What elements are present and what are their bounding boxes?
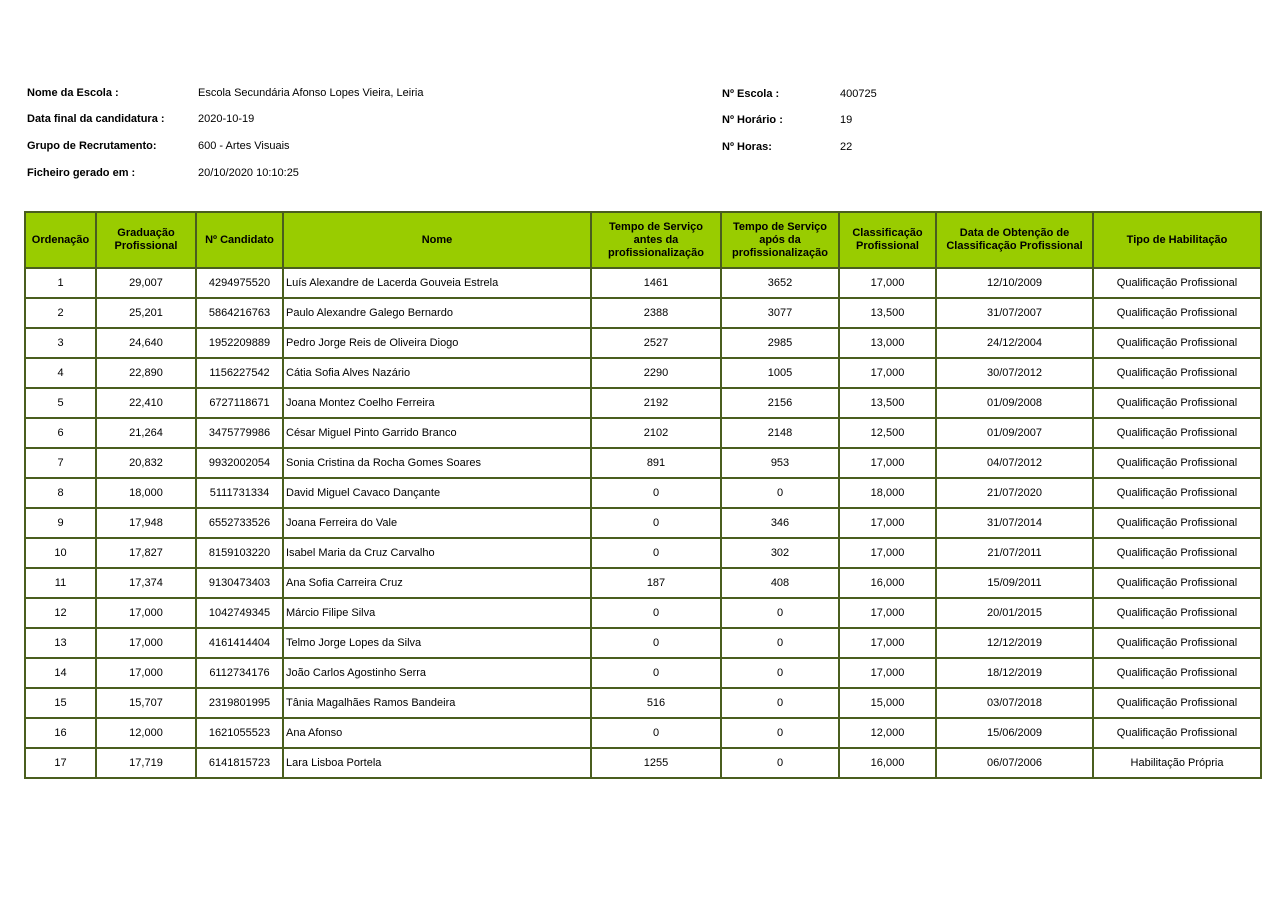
service-before-cell: 187 <box>591 568 721 598</box>
candidate-number-cell: 9130473403 <box>196 568 283 598</box>
candidate-number-cell: 1952209889 <box>196 328 283 358</box>
candidate-number-cell: 1042749345 <box>196 598 283 628</box>
service-after-cell: 2148 <box>721 418 839 448</box>
name-cell: Luís Alexandre de Lacerda Gouveia Estrela <box>283 268 591 298</box>
graduation-cell: 15,707 <box>96 688 196 718</box>
recruitment-group-value: 600 - Artes Visuais <box>198 140 290 152</box>
schedule-number-label: Nº Horário : <box>722 114 783 126</box>
name-cell: Ana Afonso <box>283 718 591 748</box>
ordering-cell: 9 <box>25 508 96 538</box>
table-row <box>25 688 1261 718</box>
classification-date-cell: 04/07/2012 <box>936 448 1093 478</box>
ordering-cell: 10 <box>25 538 96 568</box>
table-row <box>25 718 1261 748</box>
classification-date-cell: 21/07/2020 <box>936 478 1093 508</box>
ordering-cell: 14 <box>25 658 96 688</box>
deadline-value: 2020-10-19 <box>198 113 255 125</box>
classification-cell: 17,000 <box>839 658 936 688</box>
qualification-type-cell: Qualificação Profissional <box>1093 358 1261 388</box>
ordering-cell: 4 <box>25 358 96 388</box>
graduation-cell: 12,000 <box>96 718 196 748</box>
column-header-professional-classification: Classificação Profissional <box>839 212 936 268</box>
service-before-cell: 0 <box>591 718 721 748</box>
classification-cell: 17,000 <box>839 268 936 298</box>
graduation-cell: 20,832 <box>96 448 196 478</box>
graduation-cell: 17,948 <box>96 508 196 538</box>
service-before-cell: 1461 <box>591 268 721 298</box>
service-before-cell: 0 <box>591 598 721 628</box>
service-after-cell: 2156 <box>721 388 839 418</box>
table-row <box>25 478 1261 508</box>
classification-date-cell: 24/12/2004 <box>936 328 1093 358</box>
hours-label: Nº Horas: <box>722 141 772 153</box>
service-after-cell: 0 <box>721 658 839 688</box>
service-before-cell: 2102 <box>591 418 721 448</box>
classification-cell: 13,500 <box>839 298 936 328</box>
name-cell: Pedro Jorge Reis de Oliveira Diogo <box>283 328 591 358</box>
name-cell: João Carlos Agostinho Serra <box>283 658 591 688</box>
service-after-cell: 3652 <box>721 268 839 298</box>
name-cell: Lara Lisboa Portela <box>283 748 591 778</box>
service-after-cell: 0 <box>721 748 839 778</box>
table-row <box>25 568 1261 598</box>
ordering-cell: 1 <box>25 268 96 298</box>
classification-cell: 17,000 <box>839 598 936 628</box>
ordering-cell: 13 <box>25 628 96 658</box>
service-before-cell: 0 <box>591 478 721 508</box>
service-before-cell: 2388 <box>591 298 721 328</box>
service-before-cell: 891 <box>591 448 721 478</box>
name-cell: César Miguel Pinto Garrido Branco <box>283 418 591 448</box>
candidate-number-cell: 6141815723 <box>196 748 283 778</box>
table-row <box>25 298 1261 328</box>
ordering-cell: 8 <box>25 478 96 508</box>
qualification-type-cell: Qualificação Profissional <box>1093 418 1261 448</box>
hours-value: 22 <box>840 141 853 153</box>
candidate-number-cell: 3475779986 <box>196 418 283 448</box>
graduation-cell: 25,201 <box>96 298 196 328</box>
service-after-cell: 346 <box>721 508 839 538</box>
qualification-type-cell: Qualificação Profissional <box>1093 388 1261 418</box>
classification-date-cell: 31/07/2014 <box>936 508 1093 538</box>
name-cell: Joana Montez Coelho Ferreira <box>283 388 591 418</box>
graduation-cell: 17,827 <box>96 538 196 568</box>
qualification-type-cell: Qualificação Profissional <box>1093 568 1261 598</box>
classification-cell: 13,500 <box>839 388 936 418</box>
table-row <box>25 268 1261 298</box>
schedule-number-value: 19 <box>840 114 853 126</box>
service-before-cell: 516 <box>591 688 721 718</box>
candidate-number-cell: 6727118671 <box>196 388 283 418</box>
classification-date-cell: 15/09/2011 <box>936 568 1093 598</box>
classification-cell: 12,500 <box>839 418 936 448</box>
qualification-type-cell: Qualificação Profissional <box>1093 448 1261 478</box>
graduation-cell: 29,007 <box>96 268 196 298</box>
candidate-number-cell: 6552733526 <box>196 508 283 538</box>
school-number-value: 400725 <box>840 88 877 100</box>
ordering-cell: 15 <box>25 688 96 718</box>
table-row <box>25 628 1261 658</box>
classification-date-cell: 18/12/2019 <box>936 658 1093 688</box>
column-header-professional-graduation: Graduação Profissional <box>96 212 196 268</box>
qualification-type-cell: Qualificação Profissional <box>1093 628 1261 658</box>
classification-date-cell: 03/07/2018 <box>936 688 1093 718</box>
name-cell: Telmo Jorge Lopes da Silva <box>283 628 591 658</box>
qualification-type-cell: Qualificação Profissional <box>1093 268 1261 298</box>
recruitment-group-label: Grupo de Recrutamento: <box>27 140 157 152</box>
candidate-number-cell: 1156227542 <box>196 358 283 388</box>
candidate-number-cell: 6112734176 <box>196 658 283 688</box>
service-after-cell: 0 <box>721 688 839 718</box>
classification-cell: 16,000 <box>839 568 936 598</box>
column-header-name: Nome <box>283 212 591 268</box>
classification-cell: 17,000 <box>839 508 936 538</box>
column-header-service-before: Tempo de Serviço antes da profissionalização <box>591 212 721 268</box>
ordering-cell: 6 <box>25 418 96 448</box>
qualification-type-cell: Qualificação Profissional <box>1093 298 1261 328</box>
service-after-cell: 2985 <box>721 328 839 358</box>
generated-at-value: 20/10/2020 10:10:25 <box>198 167 299 179</box>
qualification-type-cell: Qualificação Profissional <box>1093 478 1261 508</box>
ordering-cell: 7 <box>25 448 96 478</box>
table-row <box>25 598 1261 628</box>
service-after-cell: 0 <box>721 718 839 748</box>
classification-cell: 16,000 <box>839 748 936 778</box>
name-cell: Márcio Filipe Silva <box>283 598 591 628</box>
classification-cell: 12,000 <box>839 718 936 748</box>
classification-cell: 13,000 <box>839 328 936 358</box>
service-before-cell: 0 <box>591 628 721 658</box>
table-row <box>25 658 1261 688</box>
graduation-cell: 17,000 <box>96 658 196 688</box>
classification-date-cell: 31/07/2007 <box>936 298 1093 328</box>
classification-date-cell: 20/01/2015 <box>936 598 1093 628</box>
generated-at-label: Ficheiro gerado em : <box>27 167 136 179</box>
classification-date-cell: 01/09/2007 <box>936 418 1093 448</box>
name-cell: Sonia Cristina da Rocha Gomes Soares <box>283 448 591 478</box>
service-before-cell: 0 <box>591 538 721 568</box>
column-header-ordering: Ordenação <box>25 212 96 268</box>
classification-cell: 17,000 <box>839 628 936 658</box>
table-row <box>25 328 1261 358</box>
column-header-service-after: Tempo de Serviço após da profissionalização <box>721 212 839 268</box>
candidate-number-cell: 4161414404 <box>196 628 283 658</box>
candidate-number-cell: 4294975520 <box>196 268 283 298</box>
qualification-type-cell: Qualificação Profissional <box>1093 508 1261 538</box>
service-after-cell: 0 <box>721 478 839 508</box>
classification-cell: 15,000 <box>839 688 936 718</box>
ordering-cell: 12 <box>25 598 96 628</box>
graduation-cell: 17,719 <box>96 748 196 778</box>
graduation-cell: 22,410 <box>96 388 196 418</box>
service-before-cell: 1255 <box>591 748 721 778</box>
classification-date-cell: 12/12/2019 <box>936 628 1093 658</box>
service-after-cell: 408 <box>721 568 839 598</box>
classification-cell: 17,000 <box>839 448 936 478</box>
classification-cell: 18,000 <box>839 478 936 508</box>
service-before-cell: 2192 <box>591 388 721 418</box>
name-cell: Joana Ferreira do Vale <box>283 508 591 538</box>
ordering-cell: 11 <box>25 568 96 598</box>
qualification-type-cell: Qualificação Profissional <box>1093 598 1261 628</box>
school-name-label: Nome da Escola : <box>27 87 119 99</box>
name-cell: David Miguel Cavaco Dançante <box>283 478 591 508</box>
graduation-cell: 21,264 <box>96 418 196 448</box>
classification-date-cell: 15/06/2009 <box>936 718 1093 748</box>
name-cell: Tânia Magalhães Ramos Bandeira <box>283 688 591 718</box>
candidate-number-cell: 2319801995 <box>196 688 283 718</box>
candidate-number-cell: 5111731334 <box>196 478 283 508</box>
qualification-type-cell: Qualificação Profissional <box>1093 538 1261 568</box>
service-after-cell: 3077 <box>721 298 839 328</box>
table-row <box>25 448 1261 478</box>
classification-date-cell: 06/07/2006 <box>936 748 1093 778</box>
classification-cell: 17,000 <box>839 358 936 388</box>
graduation-cell: 17,000 <box>96 628 196 658</box>
table-header-row <box>25 212 1261 268</box>
ordering-cell: 2 <box>25 298 96 328</box>
service-before-cell: 0 <box>591 508 721 538</box>
name-cell: Paulo Alexandre Galego Bernardo <box>283 298 591 328</box>
ordering-cell: 3 <box>25 328 96 358</box>
classification-date-cell: 21/07/2011 <box>936 538 1093 568</box>
graduation-cell: 18,000 <box>96 478 196 508</box>
table-row <box>25 418 1261 448</box>
column-header-classification-date: Data de Obtenção de Classificação Profissional <box>936 212 1093 268</box>
candidate-number-cell: 5864216763 <box>196 298 283 328</box>
service-after-cell: 0 <box>721 598 839 628</box>
name-cell: Isabel Maria da Cruz Carvalho <box>283 538 591 568</box>
classification-date-cell: 01/09/2008 <box>936 388 1093 418</box>
ordering-cell: 17 <box>25 748 96 778</box>
service-before-cell: 2527 <box>591 328 721 358</box>
service-after-cell: 953 <box>721 448 839 478</box>
graduation-cell: 17,374 <box>96 568 196 598</box>
service-before-cell: 2290 <box>591 358 721 388</box>
service-after-cell: 1005 <box>721 358 839 388</box>
deadline-label: Data final da candidatura : <box>27 113 165 125</box>
graduation-cell: 22,890 <box>96 358 196 388</box>
table-row <box>25 748 1261 778</box>
qualification-type-cell: Qualificação Profissional <box>1093 658 1261 688</box>
classification-cell: 17,000 <box>839 538 936 568</box>
classification-date-cell: 30/07/2012 <box>936 358 1093 388</box>
qualification-type-cell: Qualificação Profissional <box>1093 718 1261 748</box>
candidate-number-cell: 8159103220 <box>196 538 283 568</box>
table-row <box>25 388 1261 418</box>
service-after-cell: 0 <box>721 628 839 658</box>
school-name-value: Escola Secundária Afonso Lopes Vieira, Leiria <box>198 87 424 99</box>
table-row <box>25 358 1261 388</box>
ordering-cell: 16 <box>25 718 96 748</box>
service-after-cell: 302 <box>721 538 839 568</box>
column-header-candidate-number: Nº Candidato <box>196 212 283 268</box>
graduation-cell: 24,640 <box>96 328 196 358</box>
table-row <box>25 538 1261 568</box>
qualification-type-cell: Qualificação Profissional <box>1093 688 1261 718</box>
ordering-cell: 5 <box>25 388 96 418</box>
qualification-type-cell: Habilitação Própria <box>1093 748 1261 778</box>
graduation-cell: 17,000 <box>96 598 196 628</box>
column-header-qualification-type: Tipo de Habilitação <box>1093 212 1261 268</box>
name-cell: Ana Sofia Carreira Cruz <box>283 568 591 598</box>
classification-date-cell: 12/10/2009 <box>936 268 1093 298</box>
school-number-label: Nº Escola : <box>722 88 780 100</box>
table-row <box>25 508 1261 538</box>
service-before-cell: 0 <box>591 658 721 688</box>
candidates-table <box>24 211 1262 779</box>
candidate-number-cell: 9932002054 <box>196 448 283 478</box>
name-cell: Cátia Sofia Alves Nazário <box>283 358 591 388</box>
candidate-number-cell: 1621055523 <box>196 718 283 748</box>
qualification-type-cell: Qualificação Profissional <box>1093 328 1261 358</box>
